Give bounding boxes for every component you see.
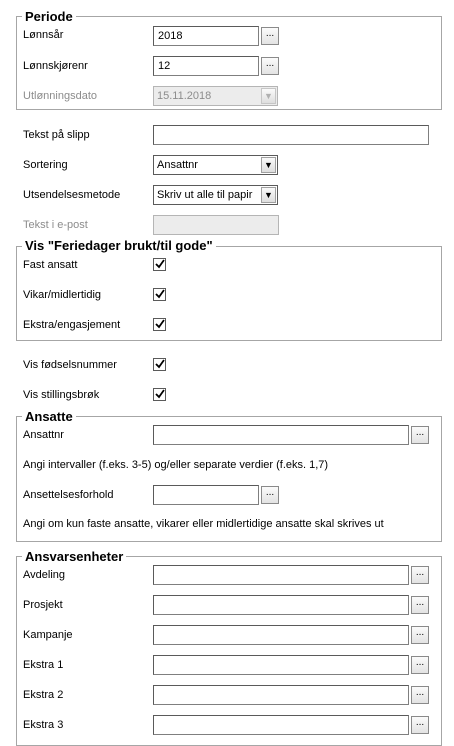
avdeling-input[interactable]	[153, 565, 409, 585]
vis-stillingsbrok-checkbox[interactable]	[153, 388, 166, 401]
ekstra-engasjement-label: Ekstra/engasjement	[23, 319, 121, 331]
chevron-down-icon: ▼	[261, 88, 276, 104]
lonnskjorenr-label: Lønnskjørenr	[23, 60, 88, 72]
chevron-down-icon[interactable]: ▼	[261, 157, 276, 173]
kampanje-input[interactable]	[153, 625, 409, 645]
ansettelsesforhold-browse-button[interactable]: ...	[261, 486, 279, 504]
fast-ansatt-label: Fast ansatt	[23, 259, 78, 271]
ekstra-engasjement-checkbox[interactable]	[153, 318, 166, 331]
vis-stillingsbrok-label: Vis stillingsbrøk	[23, 389, 100, 401]
sortering-select[interactable]	[153, 155, 278, 175]
lonnsar-label: Lønnsår	[23, 29, 64, 41]
sortering-label: Sortering	[23, 159, 68, 171]
lonnskjorenr-browse-button[interactable]: ...	[261, 57, 279, 75]
utsendelsesmetode-selected-value: Skriv ut alle til papir	[157, 189, 253, 201]
ekstra3-browse-button[interactable]: ...	[411, 716, 429, 734]
prosjekt-label: Prosjekt	[23, 599, 63, 611]
lonnsar-browse-button[interactable]: ...	[261, 27, 279, 45]
feriedager-legend: Vis "Feriedager brukt/til gode"	[22, 239, 216, 253]
intervall-hint: Angi intervaller (f.eks. 3-5) og/eller separate verdier (f.eks. 1,7)	[23, 459, 329, 471]
lonnsar-input[interactable]: 2018	[153, 26, 259, 46]
vis-fodselsnummer-label: Vis fødselsnummer	[23, 359, 117, 371]
utlonningsdato-value: 15.11.2018	[157, 90, 212, 102]
periode-legend: Periode	[22, 10, 76, 24]
lonnskjorenr-input[interactable]: 12	[153, 56, 259, 76]
tekst-i-epost-label: Tekst i e-post	[23, 219, 88, 231]
faste-hint: Angi om kun faste ansatte, vikarer eller midlertidige ansatte skal skrives ut	[23, 518, 384, 530]
vikar-checkbox[interactable]	[153, 288, 166, 301]
vis-fodselsnummer-checkbox[interactable]	[153, 358, 166, 371]
checkmark-icon	[155, 259, 165, 269]
checkmark-icon	[155, 389, 165, 399]
ansattnr-input[interactable]	[153, 425, 409, 445]
checkmark-icon	[155, 359, 165, 369]
sortering-selected-value: Ansattnr	[157, 159, 198, 171]
ekstra2-input[interactable]	[153, 685, 409, 705]
ekstra2-browse-button[interactable]: ...	[411, 686, 429, 704]
ansvarsenheter-legend: Ansvarsenheter	[22, 550, 126, 564]
ekstra1-browse-button[interactable]: ...	[411, 656, 429, 674]
checkmark-icon	[155, 289, 165, 299]
tekst-i-epost-input	[153, 215, 279, 235]
prosjekt-browse-button[interactable]: ...	[411, 596, 429, 614]
fast-ansatt-checkbox[interactable]	[153, 258, 166, 271]
ekstra1-label: Ekstra 1	[23, 659, 64, 671]
ekstra3-label: Ekstra 3	[23, 719, 64, 731]
ansettelsesforhold-input[interactable]	[153, 485, 259, 505]
checkmark-icon	[155, 319, 165, 329]
kampanje-browse-button[interactable]: ...	[411, 626, 429, 644]
ansettelsesforhold-label: Ansettelsesforhold	[23, 489, 114, 501]
utsendelsesmetode-label: Utsendelsesmetode	[23, 189, 121, 201]
prosjekt-input[interactable]	[153, 595, 409, 615]
tekst-pa-slipp-label: Tekst på slipp	[23, 129, 90, 141]
ekstra2-label: Ekstra 2	[23, 689, 64, 701]
ansattnr-label: Ansattnr	[23, 429, 64, 441]
kampanje-label: Kampanje	[23, 629, 73, 641]
avdeling-browse-button[interactable]: ...	[411, 566, 429, 584]
utlonningsdato-select	[153, 86, 278, 106]
ansatte-legend: Ansatte	[22, 410, 76, 424]
ekstra1-input[interactable]	[153, 655, 409, 675]
avdeling-label: Avdeling	[23, 569, 65, 581]
chevron-down-icon[interactable]: ▼	[261, 187, 276, 203]
utsendelsesmetode-select[interactable]	[153, 185, 278, 205]
ansattnr-browse-button[interactable]: ...	[411, 426, 429, 444]
ekstra3-input[interactable]	[153, 715, 409, 735]
vikar-label: Vikar/midlertidig	[23, 289, 102, 301]
utlonningsdato-label: Utlønningsdato	[23, 90, 97, 102]
tekst-pa-slipp-input[interactable]	[153, 125, 429, 145]
